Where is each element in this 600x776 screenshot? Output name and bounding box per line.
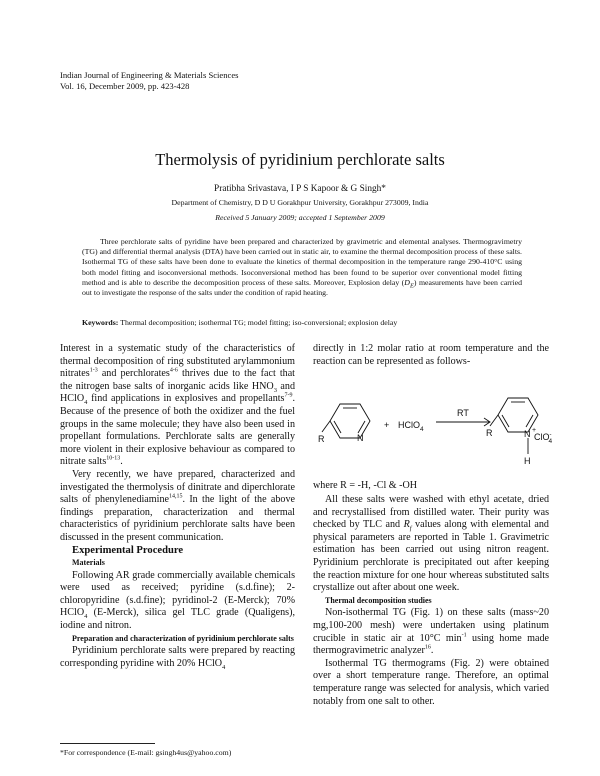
subheading-thermal: Thermal decomposition studies — [325, 595, 432, 605]
isothermal-paragraph: Isothermal TG thermograms (Fig. 2) were obtained over a short temperature range. Therefore, an optimal temperature range was selected for analysis, which varied notably from one salt to other. — [313, 657, 549, 707]
r-label-product: R — [486, 428, 493, 438]
reaction-intro: directly in 1:2 molar ratio at room temperature and the reaction can be represented as follows- — [313, 343, 549, 367]
intro-paragraph-2: Very recently, we have prepared, characterized and investigated the thermolysis of dinitrate and diperchlorate salts of phenylenediamine$^{14,15}$. In the light of the above findings preparation, characterization and thermal characteristics of pyridinium perchlorate salts have been discussed in the present communication. — [60, 468, 295, 543]
arrow-label-rt: RT — [457, 408, 469, 418]
subheading-materials: Materials — [72, 558, 105, 568]
journal-name: Indian Journal of Engineering & Materials Sciences — [60, 70, 239, 80]
footnote-rule — [60, 743, 155, 744]
hydrogen-label: H — [524, 456, 531, 466]
journal-volume: Vol. 16, December 2009, pp. 423-428 — [60, 80, 190, 91]
perchlorate-anion: ClO-4 — [534, 432, 553, 445]
received-dates: Received 5 January 2009; accepted 1 September 2009 — [215, 213, 385, 222]
journal-header — [60, 70, 239, 91]
reagent-hclo4: HClO$_4$ — [398, 420, 424, 433]
pyridine-reactant — [318, 404, 370, 444]
pyridinium-product — [486, 398, 553, 466]
keywords — [82, 318, 522, 327]
substituent-definition: where R = -H, -Cl & -OH — [313, 480, 418, 491]
nitrogen-label-reactant: N — [357, 433, 364, 443]
section-heading-experimental: Experimental Procedure — [72, 544, 184, 556]
r-label-reactant: R — [318, 434, 325, 444]
affiliation: Department of Chemistry, D D U Gorakhpur University, Gorakhpur 273009, India — [171, 198, 429, 207]
positive-charge: + — [532, 427, 537, 434]
plus-sign: + — [384, 420, 390, 430]
paper-title: Thermolysis of pyridinium perchlorate salts — [155, 150, 445, 169]
nitrogen-label-product: N — [524, 429, 531, 439]
materials-paragraph: Following AR grade commercially available chemicals were used as received; pyridine (s.d.fine); 2-chloropyridine (s.d.fine); pyridinol-2 (E-Merck); 70% HClO$_4$ (E-Merck), silica gel TLC grade (Qualigens), iodine and nitron. — [60, 569, 295, 632]
keywords-label: Keywords: — [82, 318, 119, 327]
right-column — [313, 343, 549, 368]
reaction-arrow — [436, 408, 490, 426]
authors: Pratibha Srivastava, I P S Kapoor & G Singh* — [214, 184, 386, 194]
reaction-scheme — [318, 376, 553, 476]
intro-paragraph-1: Interest in a systematic study of the characteristics of thermal decomposition of ring substituted arylammonium nitrates$^{1-3}$ and perchlorates$^{4-6}$ thrives due to the fact that the nitrogen base salts of inorganic acids like $HNO_3$ and HClO$_4$ find applications in explosives and propellants$^{7-9}$. Because of the presence of both the oxidizer and the fuel groups in the same molecule; they have also been used in propellant formulations. Perchlorate salts are generally more violent in their explosive behaviour as compared to nitrate salts$^{10-13}$. — [60, 343, 295, 468]
explosion-delay-symbol: D — [404, 277, 410, 287]
subheading-preparation: Preparation and characterization of pyridinium perchlorate salts — [72, 633, 294, 643]
left-column — [60, 343, 295, 670]
purification-paragraph: All these salts were washed with ethyl acetate, dried and recrystallised from distilled water. Their purity was checked by TLC and $R_f$ values along with elemental and physical parameters are reported in Table 1. Gravimetric estimation has been carried out using nitron reagent. Pyridinium perchlorate is precipitated out after keeping the reaction mixture for one hour whereas substituted salts crystallize out after about one week. — [313, 494, 550, 594]
preparation-paragraph: Pyridinium perchlorate salts were prepared by reacting corresponding pyridine with 20% HClO$_4$ — [60, 645, 295, 671]
abstract: Three perchlorate salts of pyridine have been prepared and characterized by gravimetric and elemental analyses. Thermogravimetry (TG) and differential thermal analysis (DTA) have been carried out in static air, to examine the thermal decomposition process of these salts. Isothermal TG of these salts have been done to evaluate the kinetics of thermal decomposition in the temperature range 290-410°C using both model fitting and isoconversional methods. Isoconversional method has been found to be superior over conventional model fitting method and is able to describe the decomposition process of these salts. Moreover, Explosion delay $(D_E)$ measurements have been carried out to investigate the response of the salts under the condition of rapid heating. — [82, 237, 523, 298]
keywords-text: Thermal decomposition; isothermal TG; model fitting; iso-conversional; explosion delay — [118, 318, 398, 327]
right-column-lower — [313, 494, 549, 708]
correspondence-footnote: *For correspondence (E-mail: gsingh4us@yahoo.com) — [60, 748, 232, 757]
non-isothermal-paragraph: Non-isothermal TG (Fig. 1) on these salts (mass~20 mg,100-200 mesh) were undertaken using platinum crucible in static air at 10°C $\min^{-1} using$ home made thermogravimetric analyzer$^{16}$. — [313, 607, 549, 657]
